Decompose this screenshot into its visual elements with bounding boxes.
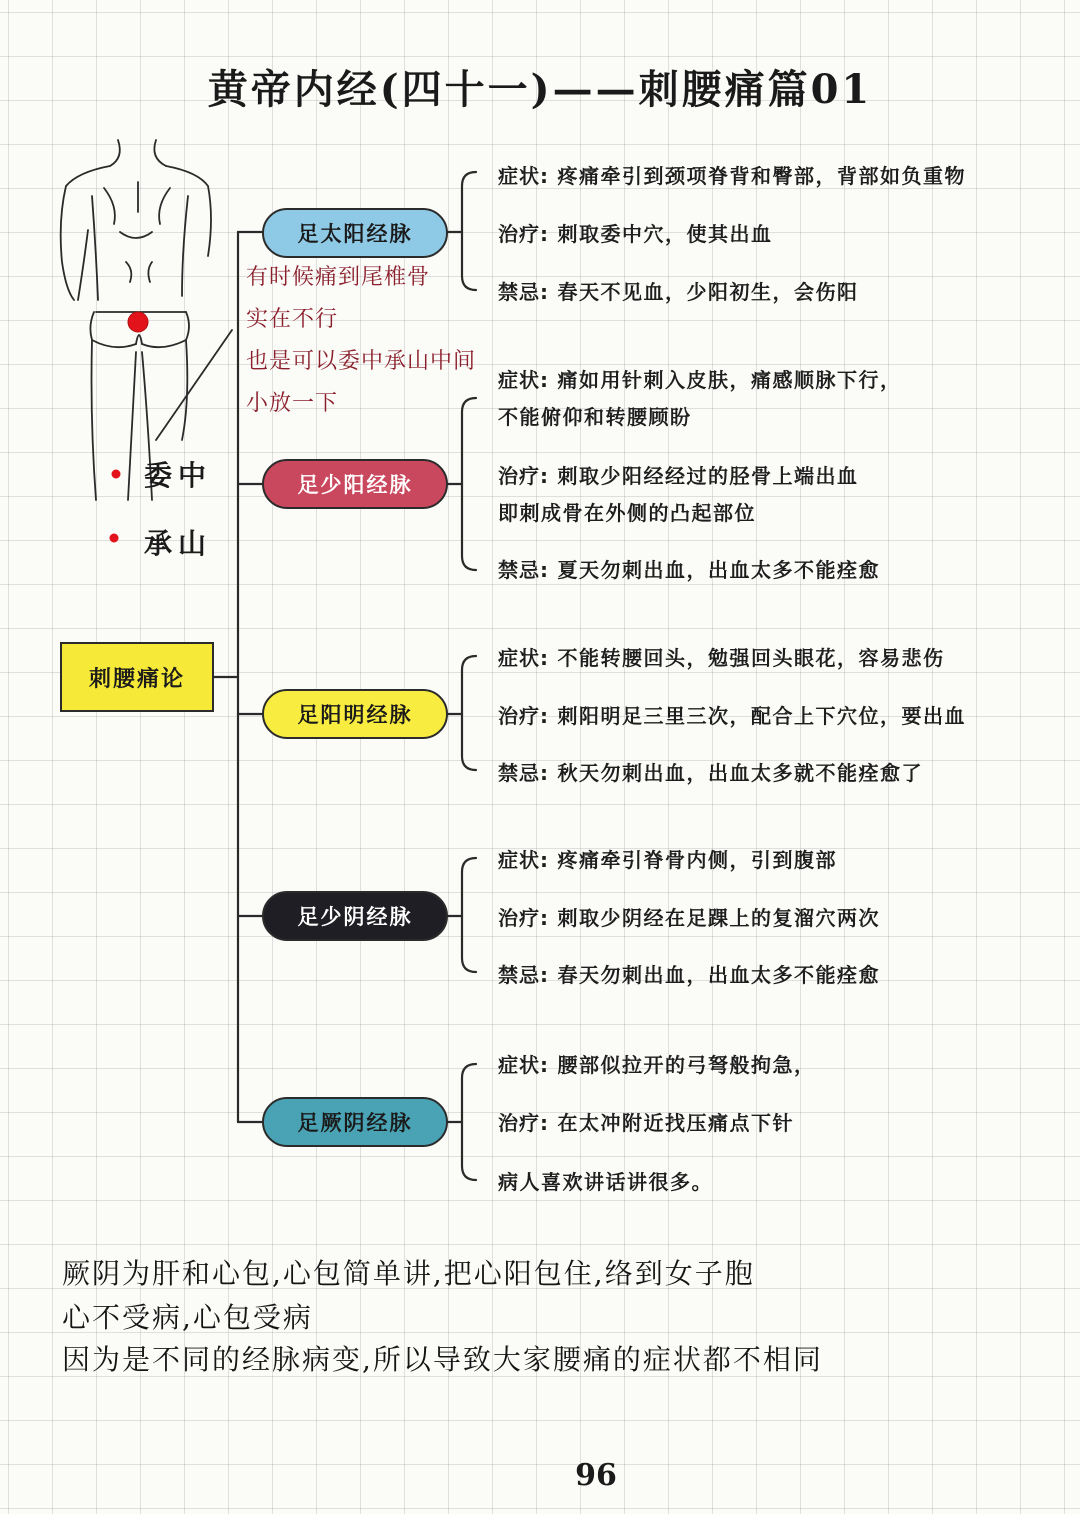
lumbar-acupoint-marker [128,312,148,332]
note-line-2: 实在不行 [246,307,339,332]
branch-node-shaoyin: 足少阴经脉 [262,891,448,941]
note-line-1: 有时候痛到尾椎骨 [246,265,431,290]
jueyin-symptom: 症状: 腰部似拉开的弓弩般拘急， [498,1053,816,1077]
taiyang-treatment: 治疗: 刺取委中穴，使其出血 [498,222,773,246]
shaoyang-symptom-cont: 不能俯仰和转腰顾盼 [498,405,692,429]
taiyang-taboo: 禁忌: 春天不见血，少阳初生，会伤阳 [498,280,859,304]
yangming-treatment: 治疗: 刺阳明足三里三次，配合上下穴位，要出血 [498,704,966,728]
branch-node-taiyang: 足太阳经脉 [262,208,448,258]
jueyin-treatment: 治疗: 在太冲附近找压痛点下针 [498,1111,794,1135]
taiyang-symptom: 症状: 疼痛牵引到颈项脊背和臀部，背部如负重物 [498,164,966,188]
shaoyang-treatment-cont: 即刺成骨在外侧的凸起部位 [498,501,756,525]
branch-node-jueyin: 足厥阴经脉 [262,1097,448,1147]
chengshan-label: 承山 [144,527,213,560]
bottom-text-line-3: 因为是不同的经脉病变,所以导致大家腰痛的症状都不相同 [62,1343,823,1376]
jueyin-note: 病人喜欢讲话讲很多。 [498,1170,713,1194]
shaoyang-treatment: 治疗: 刺取少阳经经过的胫骨上端出血 [498,464,859,488]
weizhong-point-marker [112,470,121,479]
root-node: 刺腰痛论 [60,642,214,712]
shaoyin-taboo: 禁忌: 春天勿刺出血，出血太多不能痊愈 [498,963,880,987]
page-number: 96 [575,1458,617,1493]
shaoyang-taboo: 禁忌: 夏天勿刺出血，出血太多不能痊愈 [498,558,880,582]
branch-node-yangming: 足阳明经脉 [262,689,448,739]
page-title: 黄帝内经(四十一)——刺腰痛篇01 [207,66,873,113]
weizhong-label: 委中 [144,459,213,492]
shaoyang-symptom: 症状: 痛如用针刺入皮肤，痛感顺脉下行， [498,368,902,392]
note-line-3: 也是可以委中承山中间 [246,349,477,374]
bottom-text-line-2: 心不受病,心包受病 [62,1301,313,1334]
yangming-symptom: 症状: 不能转腰回头，勉强回头眼花，容易悲伤 [498,646,945,670]
note-line-4: 小放一下 [246,391,339,416]
branch-node-shaoyang: 足少阳经脉 [262,459,448,509]
yangming-taboo: 禁忌: 秋天勿刺出血，出血太多就不能痊愈了 [498,761,923,785]
chengshan-point-marker [110,534,119,543]
shaoyin-treatment: 治疗: 刺取少阴经在足踝上的复溜穴两次 [498,906,880,930]
shaoyin-symptom: 症状: 疼痛牵引脊骨内侧，引到腹部 [498,848,837,872]
bottom-text-line-1: 厥阴为肝和心包,心包简单讲,把心阳包住,络到女子胞 [62,1257,755,1290]
